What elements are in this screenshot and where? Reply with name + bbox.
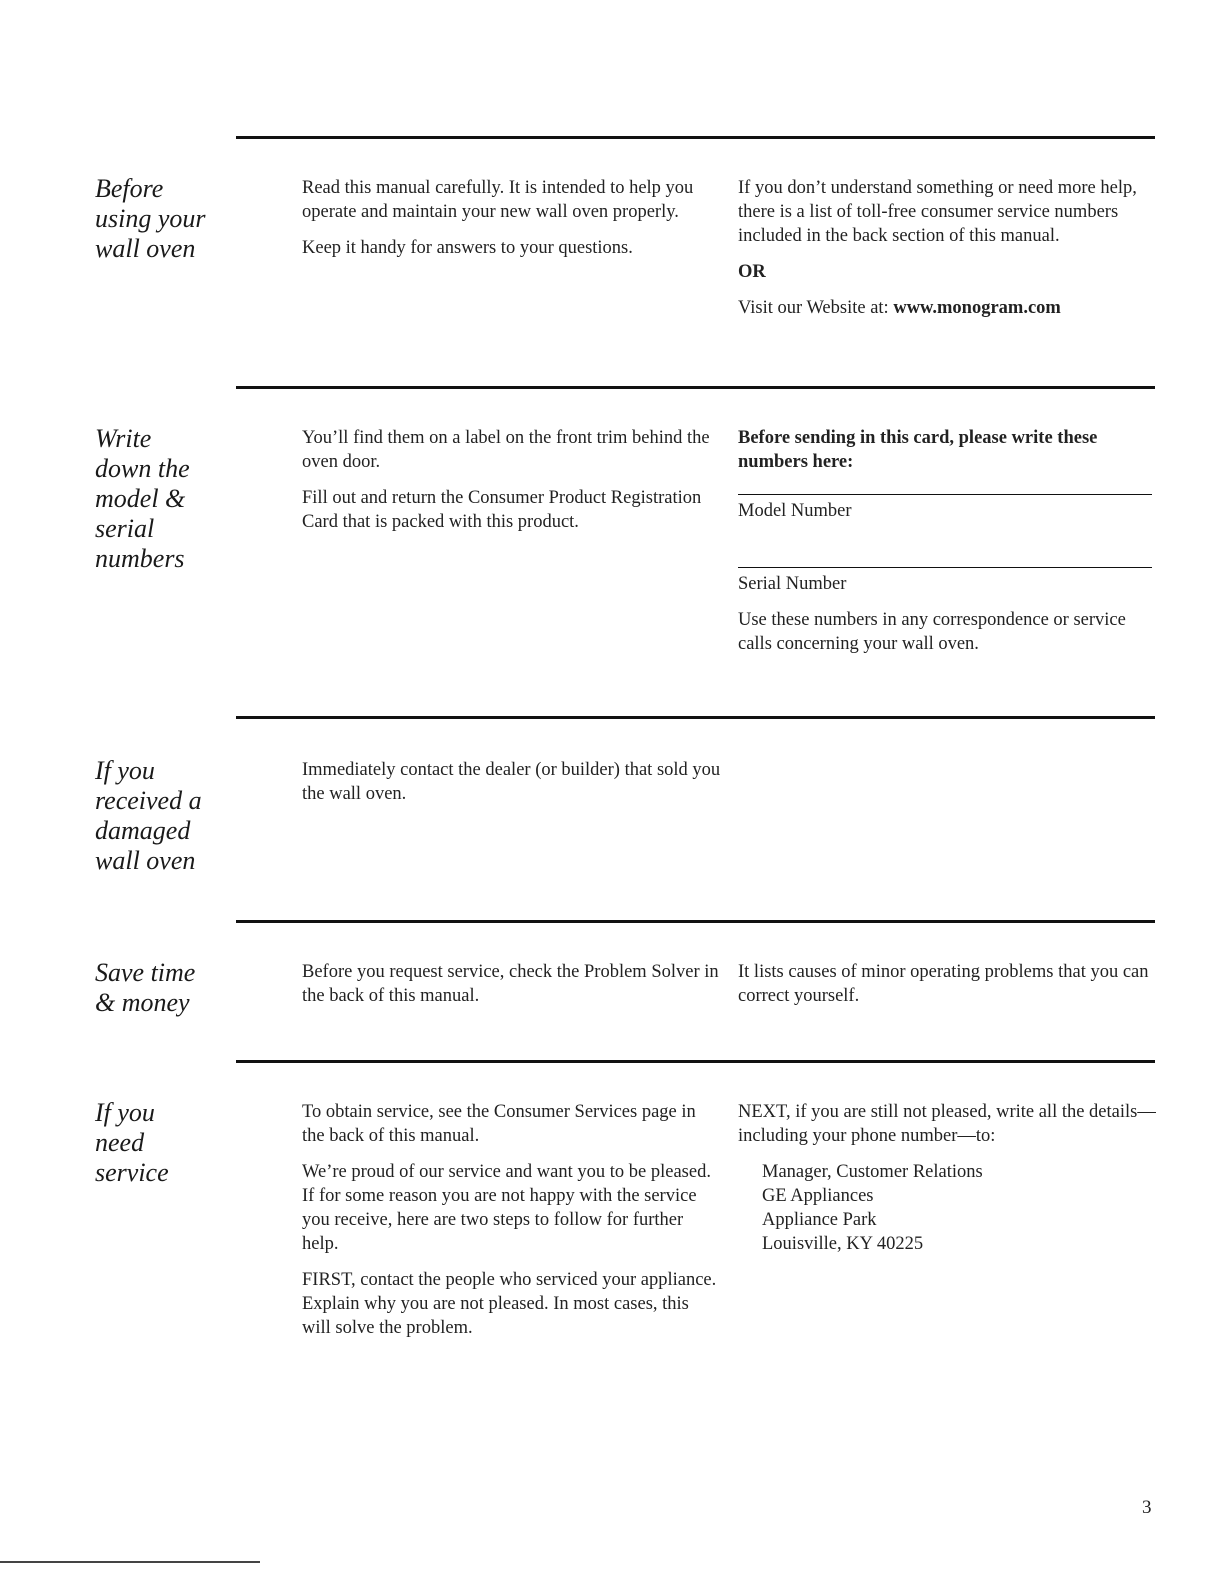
section-body-left <box>302 426 722 546</box>
paragraph: Immediately contact the dealer (or builder) that sold you the wall oven. <box>302 760 721 804</box>
heading-line: serial <box>95 514 155 543</box>
paragraph: Use these numbers in any correspondence or service calls concerning your wall oven. <box>738 610 1126 654</box>
mailing-address <box>738 1160 1158 1256</box>
page-number: 3 <box>1142 1497 1152 1518</box>
heading-line: received a <box>95 786 202 815</box>
heading-line: wall oven <box>95 846 196 875</box>
model-number-field[interactable] <box>738 494 1152 523</box>
heading-line: down the <box>95 454 190 483</box>
address-line: Manager, Customer Relations <box>762 1162 983 1182</box>
heading-line: need <box>95 1128 145 1157</box>
section-divider <box>236 1060 1155 1063</box>
section-heading-before-using <box>95 174 235 264</box>
heading-line: model & <box>95 484 186 513</box>
paragraph: To obtain service, see the Consumer Services page in the back of this manual. <box>302 1102 696 1146</box>
section-heading-need-service <box>95 1098 235 1188</box>
registration-instruction: Before sending in this card, please write these numbers here: <box>738 428 1098 472</box>
paragraph: NEXT, if you are still not pleased, write all the details—including your phone number—to: <box>738 1102 1156 1146</box>
section-body-right <box>738 426 1158 668</box>
section-body-left <box>302 1100 722 1352</box>
website-prefix: Visit our Website at: <box>738 298 894 318</box>
paragraph: It lists causes of minor operating problems that you can correct yourself. <box>738 962 1149 1006</box>
section-body-left <box>302 960 722 1020</box>
section-divider <box>236 136 1155 139</box>
heading-line: Before <box>95 174 164 203</box>
heading-line: wall oven <box>95 234 196 263</box>
paragraph: We’re proud of our service and want you to be pleased. If for some reason you are not happy with the service you receive, here are two steps to follow for further help. <box>302 1162 711 1254</box>
address-line: Appliance Park <box>762 1210 877 1230</box>
section-divider <box>236 716 1155 719</box>
website-link[interactable]: www.monogram.com <box>893 298 1061 318</box>
model-number-label: Model Number <box>738 501 852 521</box>
paragraph: If you don’t understand something or need more help, there is a list of toll-free consumer service numbers included in the back section of this manual. <box>738 178 1137 246</box>
heading-line: Save time <box>95 958 196 987</box>
section-body-right <box>738 176 1158 332</box>
section-body-right <box>738 960 1158 1020</box>
section-heading-damaged-oven <box>95 756 235 876</box>
paragraph: FIRST, contact the people who serviced your appliance. Explain why you are not pleased. In most cases, this will solve the problem. <box>302 1270 717 1338</box>
paragraph: You’ll find them on a label on the front trim behind the oven door. <box>302 428 710 472</box>
paragraph: Fill out and return the Consumer Product Registration Card that is packed with this product. <box>302 488 702 532</box>
heading-line: If you <box>95 1098 155 1127</box>
footer-divider <box>0 1561 260 1563</box>
serial-number-field[interactable] <box>738 567 1152 596</box>
section-body-left <box>302 758 722 818</box>
heading-line: & money <box>95 988 190 1017</box>
section-divider <box>236 386 1155 389</box>
serial-number-label: Serial Number <box>738 574 847 594</box>
section-body-right <box>738 1100 1158 1256</box>
address-line: GE Appliances <box>762 1186 874 1206</box>
paragraph: Read this manual carefully. It is intended to help you operate and maintain your new wall oven properly. <box>302 178 694 222</box>
or-label: OR <box>738 262 766 282</box>
heading-line: using your <box>95 204 206 233</box>
heading-line: service <box>95 1158 169 1187</box>
heading-line: damaged <box>95 816 191 845</box>
paragraph: Before you request service, check the Problem Solver in the back of this manual. <box>302 962 719 1006</box>
heading-line: numbers <box>95 544 185 573</box>
heading-line: Write <box>95 424 152 453</box>
heading-line: If you <box>95 756 155 785</box>
website-line <box>738 296 1158 320</box>
section-heading-write-down-numbers <box>95 424 235 574</box>
address-line: Louisville, KY 40225 <box>762 1234 924 1254</box>
section-body-left <box>302 176 722 272</box>
section-divider <box>236 920 1155 923</box>
section-heading-save-time <box>95 958 235 1018</box>
paragraph: Keep it handy for answers to your questions. <box>302 238 633 258</box>
